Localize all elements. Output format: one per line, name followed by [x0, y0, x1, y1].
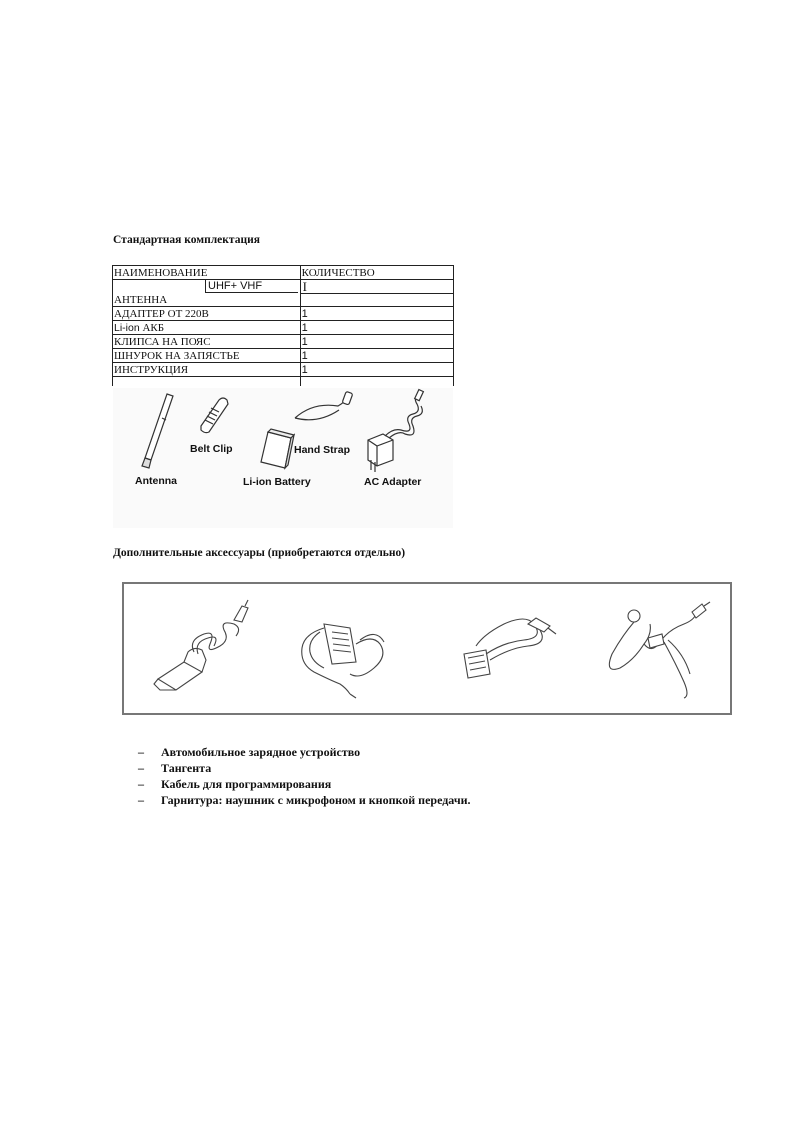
list-item [138, 776, 471, 792]
empty-cell [300, 377, 453, 387]
table-row [113, 321, 454, 335]
qty-cell: 1 [300, 335, 453, 349]
list-bullet: – [138, 761, 144, 775]
qty-cell-antenna [300, 280, 453, 307]
standard-kit-table [112, 265, 454, 386]
name-cell: КЛИПСА НА ПОЯС [113, 335, 301, 349]
name-cell: ИНСТРУКЦИЯ [113, 363, 301, 377]
name-cell-antenna [113, 280, 301, 307]
qty-cell: 1 [300, 363, 453, 377]
qty-cell: 1 [300, 307, 453, 321]
name-cell: Li-ion АКБ [113, 321, 301, 335]
list-item-text: Тангента [161, 761, 212, 775]
list-item-text: Гарнитура: наушник с микрофоном и кнопкой передачи. [161, 793, 471, 807]
qty-cell: 1 [300, 321, 453, 335]
list-item [138, 744, 471, 760]
header-name-cell: НАИМЕНОВАНИЕ [113, 266, 301, 280]
table-row [113, 349, 454, 363]
hand-strap-label: Hand Strap [294, 444, 351, 456]
headset-icon [609, 602, 710, 698]
programming-cable-icon [464, 618, 556, 678]
empty-cell [113, 377, 301, 387]
list-bullet: – [138, 745, 144, 759]
table-row [113, 363, 454, 377]
standard-kit-illustration [113, 388, 453, 528]
belt-clip-label: Belt Clip [190, 443, 233, 455]
table-empty-row [113, 377, 454, 387]
list-bullet: – [138, 793, 144, 807]
table-header-row [113, 266, 454, 280]
list-item [138, 760, 471, 776]
antenna-label: Antenna [135, 475, 177, 487]
name-cell: ШНУРОК НА ЗАПЯСТЬЕ [113, 349, 301, 363]
table-row [113, 335, 454, 349]
standard-kit-heading: Стандартная комплектация [113, 234, 260, 246]
antenna-name: АНТЕННА [114, 294, 168, 306]
accessories-heading: Дополнительные аксессуары (приобретаются отдельно) [113, 547, 406, 559]
list-bullet: – [138, 777, 144, 791]
qty-cell: 1 [300, 349, 453, 363]
accessories-illustration [122, 582, 732, 715]
table-row [113, 307, 454, 321]
speaker-mic-icon [302, 624, 384, 698]
accessories-svg [124, 584, 730, 713]
standard-kit-svg [113, 388, 453, 528]
car-charger-icon [154, 600, 248, 690]
table-row [113, 280, 454, 307]
accessories-list [138, 744, 471, 808]
antenna-qty: I [301, 280, 453, 294]
list-item-text: Автомобильное зарядное устройство [161, 745, 361, 759]
battery-label: Li-ion Battery [243, 476, 311, 488]
name-cell: АДАПТЕР ОТ 220В [113, 307, 301, 321]
antenna-subtype-cell: UHF+ VHF [205, 280, 298, 293]
ac-adapter-label: AC Adapter [364, 476, 422, 488]
list-item-text: Кабель для программирования [161, 777, 332, 791]
header-qty-cell: КОЛИЧЕСТВО [300, 266, 453, 280]
list-item [138, 792, 471, 808]
